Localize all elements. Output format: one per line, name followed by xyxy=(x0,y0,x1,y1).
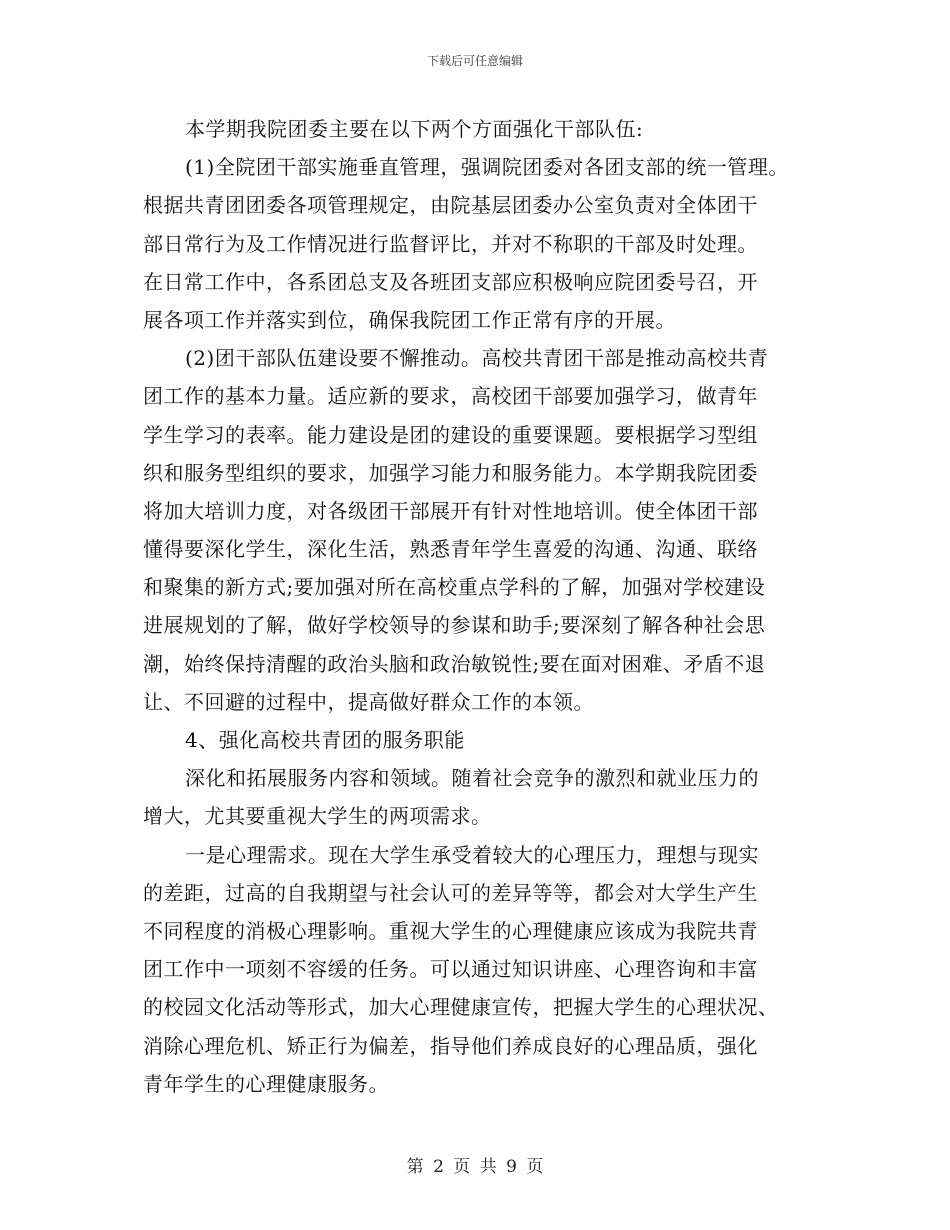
text-line: 的差距，过高的自我期望与社会认可的差异等等，都会对大学生产生 xyxy=(143,880,758,905)
text-line: 4、强化高校共青团的服务职能 xyxy=(185,728,465,752)
text-line: 展各项工作并落实到位，确保我院团工作正常有序的开展。 xyxy=(143,307,676,332)
text-line: 进展规划的了解，做好学校领导的参谋和助手;要深刻了解各种社会思 xyxy=(143,613,766,638)
text-line: 部日常行为及工作情况进行监督评比，并对不称职的干部及时处理。 xyxy=(143,231,758,256)
text-line: 青年学生的心理健康服务。 xyxy=(143,1071,389,1096)
text-line: 在日常工作中，各系团总支及各班团支部应积极响应院团委号召，开 xyxy=(143,269,758,294)
text-line: 不同程度的消极心理影响。重视大学生的心理健康应该成为我院共青 xyxy=(143,918,758,943)
text-line: 团工作中一项刻不容缓的任务。可以通过知识讲座、心理咨询和丰富 xyxy=(143,957,758,982)
text-line: 深化和拓展服务内容和领域。随着社会竞争的激烈和就业压力的 xyxy=(185,766,759,791)
text-line: 让、不回避的过程中，提高做好群众工作的本领。 xyxy=(143,689,594,714)
text-line: 本学期我院团委主要在以下两个方面强化干部队伍: xyxy=(185,117,644,141)
page-footer: 第 2 页 共 9 页 xyxy=(406,1157,544,1177)
text-line: 懂得要深化学生，深化生活，熟悉青年学生喜爱的沟通、沟通、联络 xyxy=(143,537,758,562)
text-line: 和聚集的新方式;要加强对所在高校重点学科的了解，加强对学校建设 xyxy=(143,575,766,600)
text-line: (2)团干部队伍建设要不懈推动。高校共青团干部是推动高校共青 xyxy=(185,346,769,371)
text-line: 潮，始终保持清醒的政治头脑和政治敏锐性;要在面对困难、矛盾不退 xyxy=(143,651,766,676)
text-line: 学生学习的表率。能力建设是团的建设的重要课题。要根据学习型组 xyxy=(143,422,758,447)
text-line: 增大，尤其要重视大学生的两项需求。 xyxy=(143,804,492,829)
text-line: 织和服务型组织的要求，加强学习能力和服务能力。本学期我院团委 xyxy=(143,460,758,485)
text-line: (1)全院团干部实施垂直管理，强调院团委对各团支部的统一管理。 xyxy=(185,155,789,180)
text-line: 一是心理需求。现在大学生承受着较大的心理压力，理想与现实 xyxy=(185,842,759,867)
text-line: 的校园文化活动等形式，加大心理健康宣传，把握大学生的心理状况、 xyxy=(143,995,779,1020)
text-line: 消除心理危机、矫正行为偏差，指导他们养成良好的心理品质，强化 xyxy=(143,1033,758,1058)
text-line: 团工作的基本力量。适应新的要求，高校团干部要加强学习，做青年 xyxy=(143,384,758,409)
page-header: 下载后可任意编辑 xyxy=(426,54,523,68)
text-line: 根据共青团团委各项管理规定，由院基层团委办公室负责对全体团干 xyxy=(143,193,758,218)
document-body xyxy=(143,110,833,1103)
text-line: 将加大培训力度，对各级团干部展开有针对性地培训。使全体团干部 xyxy=(143,498,758,523)
